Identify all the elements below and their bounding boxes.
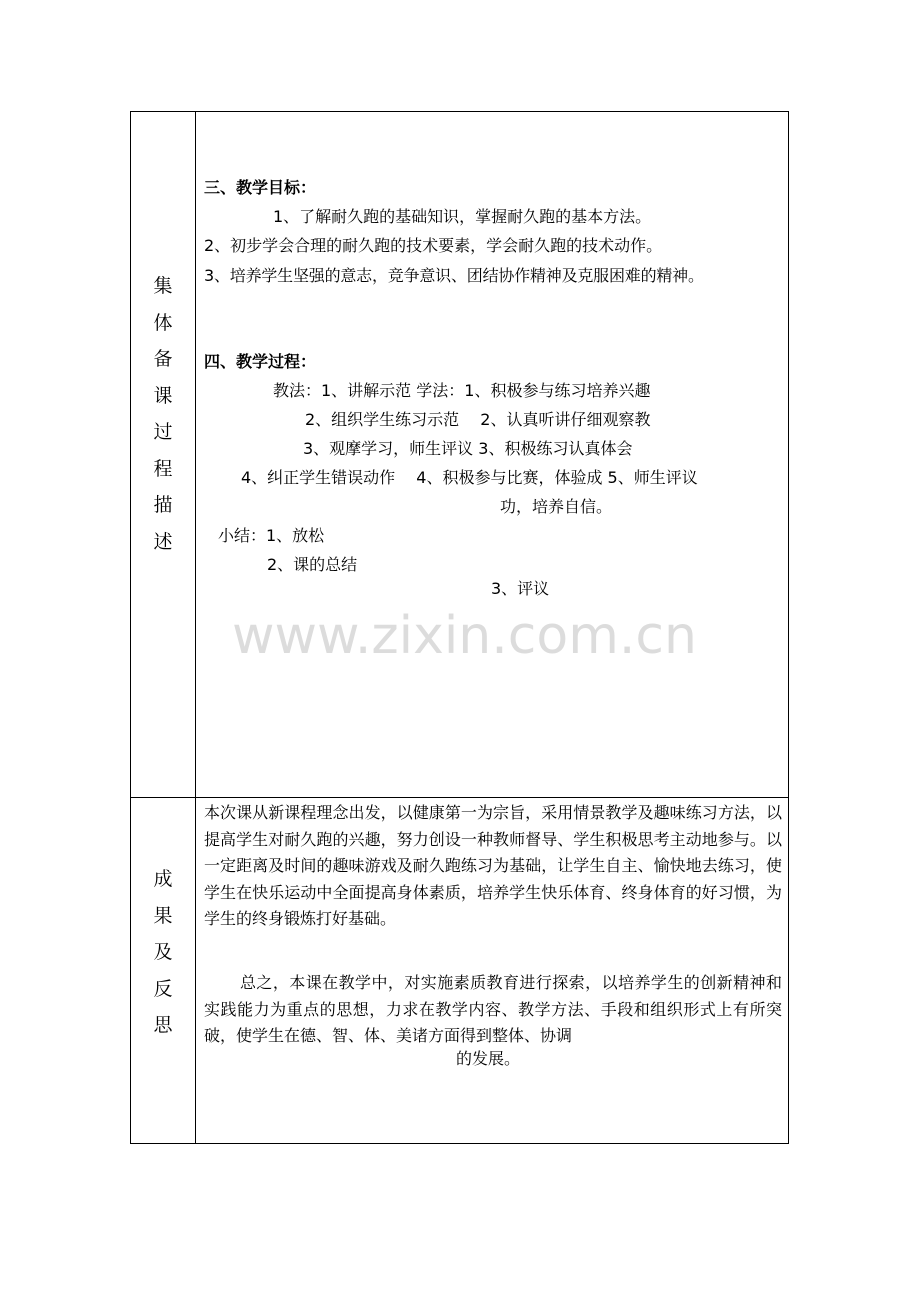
process-line: 4、纠正学生错误动作 4、积极参与比赛，体验成 5、师生评议 [241, 468, 698, 487]
row-label-char: 果 [153, 904, 173, 927]
row-label-lesson-process [131, 268, 195, 560]
objective-item: 3、培养学生坚强的意志，竞争意识、团结协作精神及克服困难的精神。 [204, 266, 704, 285]
row-label-char: 过 [153, 421, 173, 443]
row-label-char: 成 [153, 868, 173, 890]
row-label-char: 述 [153, 530, 173, 553]
row-label-char: 描 [153, 494, 173, 516]
watermark: www.zixin.com.cn [232, 606, 697, 666]
process-line: 功，培养自信。 [500, 497, 613, 516]
row-label-char: 程 [153, 457, 173, 480]
process-line: 3、观摩学习，师生评议 3、积极练习认真体会 [303, 439, 633, 458]
row-label-char: 体 [153, 311, 173, 334]
summary-line: 2、课的总结 [267, 555, 358, 574]
reflection-paragraph-end: 的发展。 [456, 1049, 521, 1068]
row-label-char: 思 [153, 1014, 173, 1036]
row-label-char: 课 [153, 384, 173, 407]
row-label-char: 及 [153, 941, 173, 963]
objective-item: 2、初步学会合理的耐久跑的技术要素，学会耐久跑的技术动作。 [204, 236, 663, 255]
summary-line: 3、评议 [491, 579, 550, 598]
row-label-char: 集 [153, 275, 173, 297]
objective-item: 1、了解耐久跑的基础知识，掌握耐久跑的基本方法。 [273, 207, 652, 226]
reflection-paragraph: 总之，本课在教学中，对实施素质教育进行探索，以培养学生的创新精神和实践能力为重点的思想，力求在教学内容、教学方法、手段和组织形式上有所突破，使学生在德、智、体、美诸方面得到整体、协调 [204, 973, 782, 1045]
process-heading: 四、教学过程： [204, 352, 317, 371]
row-label-results-reflection [131, 861, 195, 1044]
row-label-char: 备 [153, 348, 173, 370]
summary-line: 小结：1、放松 [218, 526, 325, 545]
row-divider [131, 797, 788, 798]
reflection-paragraph: 本次课从新课程理念出发，以健康第一为宗旨，采用情景教学及趣味练习方法，以提高学生对耐久跑的兴趣，努力创设一种教师督导、学生积极思考主动地参与。以一定距离及时间的趣味游戏及耐久跑练习为基础，让学生自主、愉快地去练习，使学生在快乐运动中全面提高身体素质，培养学生快乐体育、终身体育的好习惯，为学生的终身锻炼打好基础。 [204, 803, 782, 928]
row-label-char: 反 [153, 977, 173, 1000]
process-line: 2、组织学生练习示范 2、认真听讲仔细观察教 [305, 410, 651, 429]
column-divider [195, 112, 196, 1143]
process-line: 教法：1、讲解示范 学法：1、积极参与练习培养兴趣 [273, 381, 651, 400]
objectives-heading: 三、教学目标： [204, 178, 317, 197]
